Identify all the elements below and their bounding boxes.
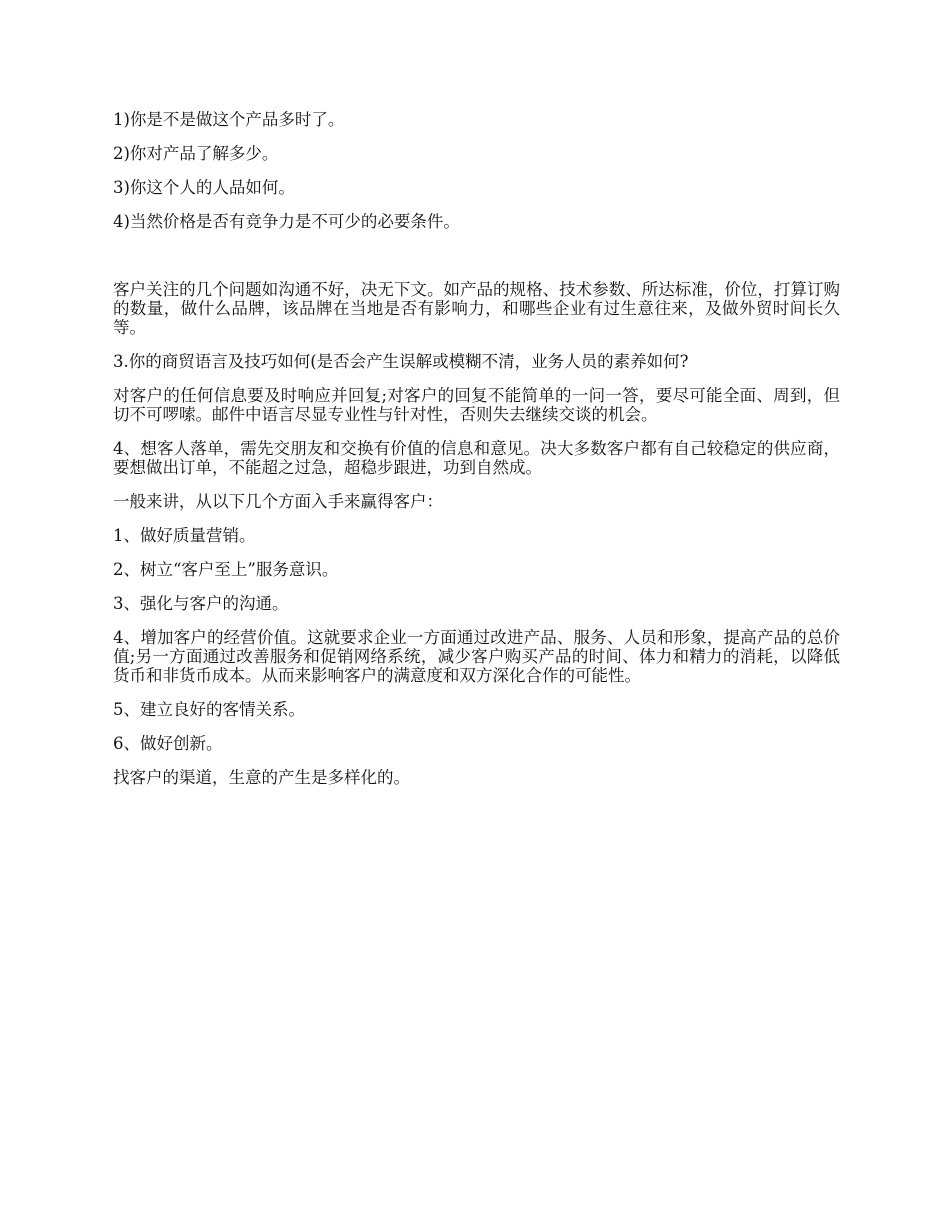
paragraph-8: 4、想客人落单，需先交朋友和交换有价值的信息和意见。决大多数客户都有自己较稳定的供应商，要想做出订单，不能超之过急，超稳步跟进，功到自然成。 <box>113 439 840 477</box>
paragraph-2: 2)你对产品了解多少。 <box>113 144 279 163</box>
paragraph-12: 3、强化与客户的沟通。 <box>113 594 289 613</box>
paragraph-4: 4)当然价格是否有竞争力是不可少的必要条件。 <box>113 212 460 231</box>
paragraph-5: 客户关注的几个问题如沟通不好，决无下文。如产品的规格、技术参数、所达标准，价位，打算订购的数量，做什么品牌，该品牌在当地是否有影响力，和哪些企业有过生意往来，及做外贸时间长久等。 <box>113 280 840 337</box>
paragraph-13: 4、增加客户的经营价值。这就要求企业一方面通过改进产品、服务、人员和形象，提高产品的总价值;另一方面通过改善服务和促销网络系统，减少客户购买产品的时间、体力和精力的消耗，以降低货币和非货币成本。从而来影响客户的满意度和双方深化合作的可能性。 <box>113 628 840 685</box>
paragraph-7: 对客户的任何信息要及时响应并回复;对客户的回复不能简单的一问一答，要尽可能全面、周到，但切不可啰嗦。邮件中语言尽显专业性与针对性，否则失去继续交谈的机会。 <box>113 386 840 424</box>
paragraph-9: 一般来讲，从以下几个方面入手来赢得客户： <box>113 492 443 511</box>
paragraph-15: 6、做好创新。 <box>113 734 223 753</box>
paragraph-11: 2、树立“客户至上”服务意识。 <box>113 560 339 579</box>
paragraph-14: 5、建立良好的客情关系。 <box>113 700 305 719</box>
paragraph-6: 3.你的商贸语言及技巧如何(是否会产生误解或模糊不清，业务人员的素养如何? <box>113 352 689 371</box>
paragraph-1: 1)你是不是做这个产品多时了。 <box>113 110 345 129</box>
paragraph-3: 3)你这个人的人品如何。 <box>113 178 295 197</box>
paragraph-10: 1、做好质量营销。 <box>113 526 256 545</box>
document-body <box>113 110 840 802</box>
paragraph-16: 找客户的渠道，生意的产生是多样化的。 <box>113 768 410 787</box>
